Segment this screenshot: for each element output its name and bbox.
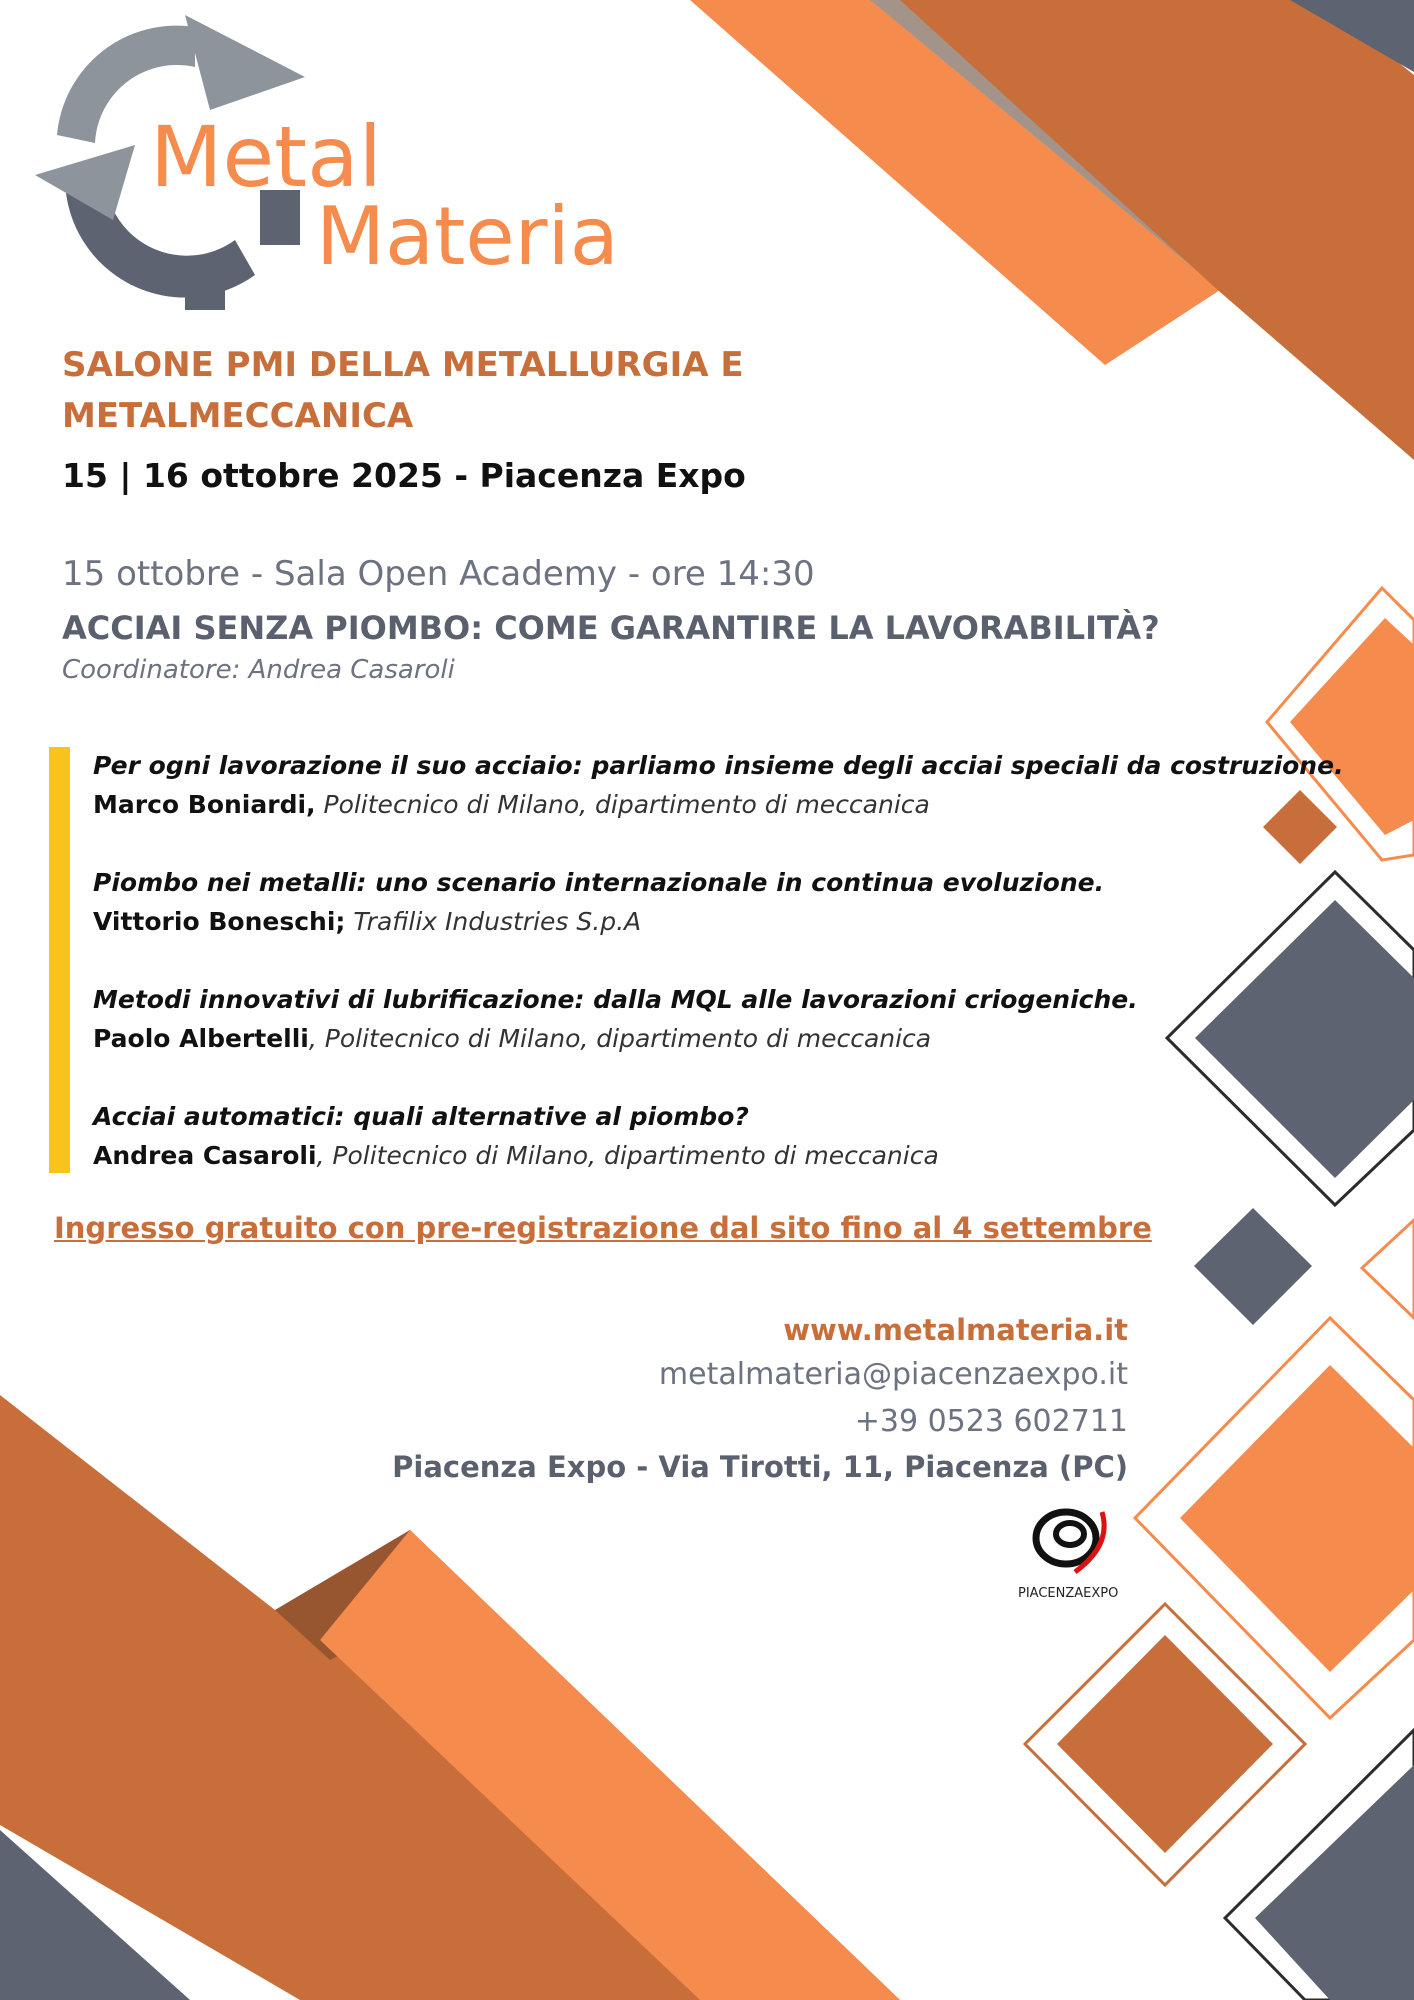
logo-word-materia: Materia — [316, 190, 619, 283]
logo-word-metal: Metal — [150, 108, 382, 206]
contact-phone: +39 0523 602711 — [854, 1404, 1128, 1439]
event-subtitle: SALONE PMI DELLA METALLURGIA E METALMECCANICA — [62, 345, 744, 436]
talk-affiliation: , Politecnico di Milano, dipartimento di meccanica — [316, 1141, 939, 1170]
session-coordinator: Coordinatore: Andrea Casaroli — [62, 655, 455, 685]
talk-title: Piombo nei metalli: uno scenario internazionale in continua evoluzione. — [93, 868, 1105, 897]
talk-affiliation: Trafilix Industries S.p.A — [345, 907, 642, 936]
talk-speaker: Marco Boniardi, — [93, 790, 316, 819]
diamond-fill-5 — [1057, 1635, 1273, 1853]
talk-affiliation: Politecnico di Milano, dipartimento di meccanica — [315, 790, 930, 819]
talk-speaker: Vittorio Boneschi; — [93, 907, 346, 936]
talk-item — [93, 863, 1104, 941]
talk-title: Acciai automatici: quali alternative al piombo? — [93, 1102, 749, 1131]
talk-title: Metodi innovativi di lubrificazione: dalla MQL alle lavorazioni criogeniche. — [93, 985, 1138, 1014]
talk-affiliation: , Politecnico di Milano, dipartimento di meccanica — [308, 1024, 932, 1053]
diamond-fill-2 — [1195, 900, 1414, 1178]
diamond-small-2 — [1194, 1208, 1312, 1325]
talk-item — [93, 980, 1138, 1058]
accent-bar — [49, 747, 70, 1173]
diamond-outline-3 — [1362, 1220, 1414, 1318]
talk-item — [93, 746, 1344, 824]
session-info: 15 ottobre - Sala Open Academy - ore 14:30 — [62, 554, 815, 594]
diamond-fill-4 — [1180, 1365, 1414, 1672]
contact-email[interactable]: metalmateria@piacenzaexpo.it — [658, 1357, 1128, 1392]
session-title: ACCIAI SENZA PIOMBO: COME GARANTIRE LA LAVORABILITÀ? — [62, 609, 1160, 647]
piacenzaexpo-swirl-icon — [1030, 1500, 1115, 1585]
registration-link[interactable]: Ingresso gratuito con pre-registrazione dal sito fino al 4 settembre — [54, 1211, 1152, 1245]
talk-speaker: Andrea Casaroli — [93, 1141, 317, 1170]
talk-title: Per ogni lavorazione il suo acciaio: parliamo insieme degli acciai speciali da costruzione. — [93, 751, 1344, 780]
contact-address: Piacenza Expo - Via Tirotti, 11, Piacenza (PC) — [392, 1450, 1128, 1484]
diamond-fill-6 — [1255, 1765, 1414, 2000]
talk-item — [93, 1097, 939, 1175]
piacenzaexpo-label: PIACENZAEXPO — [1018, 1586, 1119, 1601]
event-dates: 15 | 16 ottobre 2025 - Piacenza Expo — [62, 456, 746, 495]
website-link[interactable]: www.metalmateria.it — [783, 1313, 1128, 1347]
talk-speaker: Paolo Albertelli — [93, 1024, 309, 1053]
